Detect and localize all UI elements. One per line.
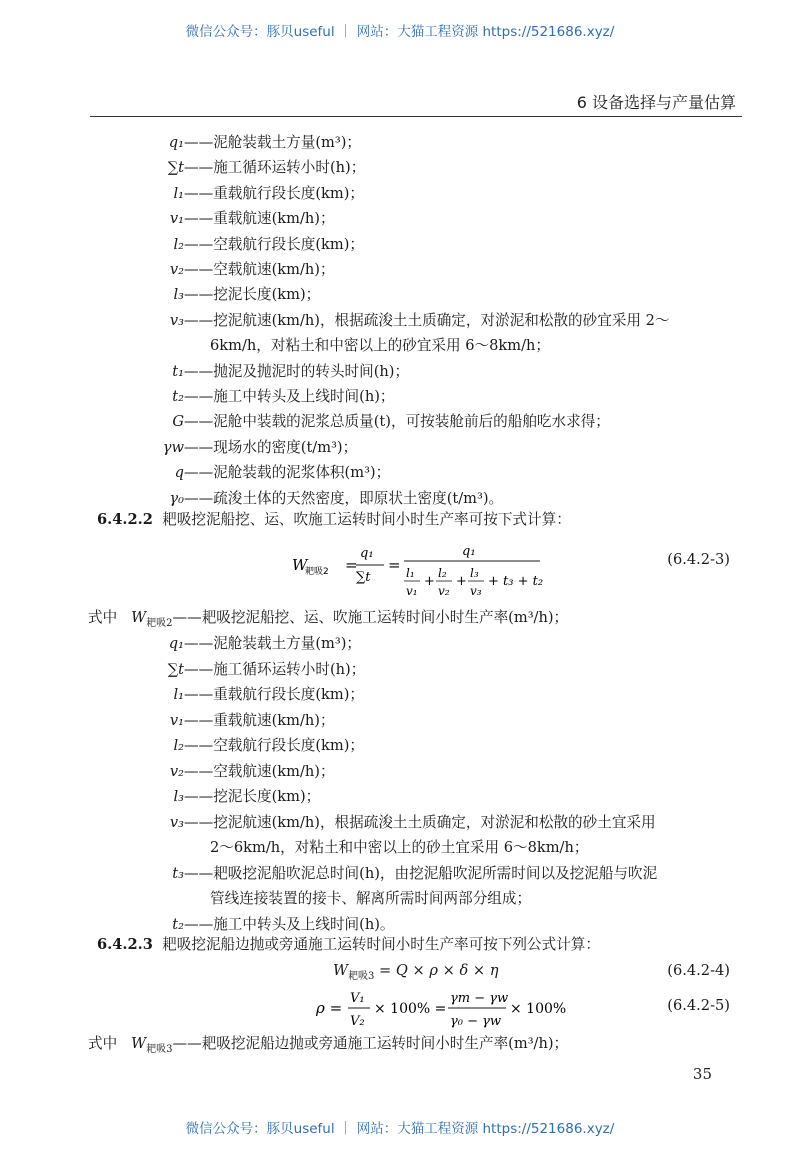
definition-text: ——泥舱装载土方量(m³)； [184, 134, 362, 151]
definition-text: ——施工循环运转小时(h)； [184, 159, 366, 177]
symbol: t₂ [172, 915, 184, 933]
symbol: γ₀ [169, 489, 184, 507]
definition-text: ——挖泥航速(km/h)，根据疏浚土土质确定，对淤泥和松散的砂土宜采用 [184, 813, 656, 831]
watermark-top: 微信公众号：豚贝useful ｜ 网站：大猫工程资源 https://521686.xyz/ [185, 24, 615, 40]
definition-line [160, 463, 390, 483]
symbol: G [172, 413, 184, 431]
definition-line [160, 915, 395, 935]
definition-text: 2～6km/h，对粘土和中密以上的砂土宜采用 6～8km/h； [210, 839, 589, 856]
symbol: ∑t [167, 660, 184, 678]
definition-text: ——施工中转头及上线时间(h)； [184, 388, 395, 405]
definition-text: ——抛泥及抛泥时的转头时间(h)； [184, 362, 410, 380]
symbol: t₁ [172, 362, 184, 380]
definition-line [160, 864, 657, 884]
running-header: 6 设备选择与产量估算 [576, 93, 736, 112]
equation-number-6-4-2-4: (6.4.2-4) [667, 962, 730, 979]
definition-text: ——泥舱中装载的泥浆总质量(t)，可按装舱前后的船舶吃水求得； [184, 413, 610, 431]
definition-text: ——泥舱装载的泥浆体积(m³)； [184, 464, 391, 482]
definition-line [160, 387, 395, 407]
symbol: l₁ [173, 686, 184, 703]
definition-text: ——空载航行段长度(km)； [184, 235, 365, 253]
definition-line [160, 412, 610, 432]
definition-line [160, 634, 361, 654]
symbol: γw [162, 438, 184, 456]
definition-text: ——空载航速(km/h)； [184, 762, 335, 780]
definition-line [160, 133, 361, 153]
definition-text: ——疏浚土体的天然密度，即原状土密度(t/m³)。 [184, 489, 504, 507]
definition-line [160, 362, 409, 382]
svg-text:V₂: V₂ [350, 1014, 365, 1029]
svg-text:l₃: l₃ [470, 566, 479, 580]
definition-text: ——耙吸挖泥船吹泥总时间(h)，由挖泥船吹泥所需时间以及挖泥船与吹泥 [184, 864, 658, 882]
svg-text:v₁: v₁ [406, 584, 418, 598]
symbol: q [174, 464, 184, 482]
svg-text:V₁: V₁ [350, 991, 365, 1006]
svg-text:q₁: q₁ [462, 544, 476, 559]
definition-text: ——重载航行段长度(km)； [184, 686, 365, 703]
definition-line [160, 711, 335, 731]
definition-line [160, 184, 364, 204]
svg-text:l₁: l₁ [406, 566, 415, 580]
equation-number-6-4-2-5: (6.4.2-5) [667, 997, 730, 1014]
definition-text: ——挖泥长度(km)； [184, 286, 321, 304]
symbol: v₁ [169, 711, 184, 729]
symbol: l₃ [173, 788, 184, 805]
svg-text:γ₀ − γw: γ₀ − γw [450, 1014, 502, 1029]
svg-text:× 100%: × 100% [510, 1001, 567, 1017]
definition-text: ——重载航速(km/h)； [184, 210, 335, 228]
symbol: t₂ [172, 388, 184, 405]
svg-text:=: = [388, 556, 401, 574]
page-number: 35 [692, 1065, 712, 1083]
symbol: q₁ [168, 134, 184, 151]
definition-line [160, 158, 365, 178]
definition-text: ——泥舱装载土方量(m³)； [184, 635, 362, 652]
symbol: v₃ [169, 813, 184, 831]
svg-text:q₁: q₁ [360, 546, 374, 561]
symbol: l₃ [173, 286, 184, 304]
definition-text: ——空载航速(km/h)； [184, 261, 335, 278]
symbol: v₂ [169, 261, 184, 278]
section-heading-6-4-2-3: 6.4.2.3 耙吸挖泥船边抛或旁通施工运转时间小时生产率可按下列公式计算： [97, 936, 600, 953]
definition-line [160, 489, 503, 509]
definition-text: 管线连接装置的接卡、解离所需时间两部分组成； [210, 890, 532, 907]
svg-text:v₂: v₂ [438, 584, 450, 598]
svg-text:+: + [424, 574, 435, 589]
symbol: q₁ [168, 635, 184, 652]
equation-number-6-4-2-3: (6.4.2-3) [667, 551, 730, 568]
definition-line [160, 438, 357, 458]
svg-text:+: + [456, 574, 467, 589]
definition-text: ——现场水的密度(t/m³)； [184, 438, 358, 456]
definition-text: ——挖泥航速(km/h)，根据疏浚土土质确定，对淤泥和松散的砂宜采用 2～ [184, 311, 670, 329]
definition-text: ——施工循环运转小时(h)； [184, 660, 366, 678]
symbol: l₂ [173, 737, 184, 754]
definition-line [160, 285, 320, 305]
where-clause-w2: 式中 $W_{耙吸2}——$耙吸挖泥船挖、运、吹施工运转时间小时生产率(m³/h)； [88, 609, 569, 629]
definition-text: 6km/h，对粘土和中密以上的砂宜采用 6～8km/h； [210, 337, 550, 355]
definition-line [210, 838, 588, 858]
definition-line [160, 685, 364, 705]
definition-text: ——重载航行段长度(km)； [184, 184, 365, 202]
definition-text: ——重载航速(km/h)； [184, 711, 335, 729]
definition-text: ——挖泥长度(km)； [184, 788, 321, 805]
watermark-bottom: 微信公众号：豚贝useful ｜ 网站：大猫工程资源 https://521686.xyz/ [185, 1121, 615, 1137]
svg-text:∑t: ∑t [356, 570, 371, 585]
svg-text:l₂: l₂ [438, 566, 447, 580]
definition-line [160, 813, 656, 833]
definition-text: ——空载航行段长度(km)； [184, 737, 365, 754]
svg-text:=: = [345, 556, 358, 574]
symbol: v₃ [169, 311, 184, 329]
definition-text: ——施工中转头及上线时间(h)。 [184, 915, 395, 933]
definition-line [160, 762, 335, 782]
where-clause-w3: 式中 $W_{耙吸3}——$耙吸挖泥船边抛或旁通施工运转时间小时生产率(m³/h)； [88, 1035, 569, 1055]
svg-text:耙吸2: 耙吸2 [305, 567, 329, 577]
definition-line [160, 209, 335, 229]
definition-line [210, 889, 531, 909]
symbol: v₂ [169, 762, 184, 780]
definition-line [160, 736, 364, 756]
definition-line [210, 336, 550, 356]
svg-text:γm − γw: γm − γw [450, 991, 509, 1006]
definition-line [160, 311, 670, 331]
svg-text:v₃: v₃ [470, 584, 482, 598]
svg-text:ρ =: ρ = [316, 999, 343, 1017]
definition-line [160, 660, 365, 680]
symbol: t₃ [172, 864, 184, 882]
equation-6-4-2-5 [316, 985, 567, 1033]
svg-text:× 100% =: × 100% = [374, 1001, 447, 1017]
definition-line [160, 787, 320, 807]
equation-6-4-2-4: $W_{耙吸3} = Q \times \rho \times \delta \times \eta$ [333, 962, 499, 982]
symbol: v₁ [169, 210, 184, 228]
symbol: l₁ [173, 184, 184, 202]
section-heading-6-4-2-2: 6.4.2.2 耙吸挖泥船挖、运、吹施工运转时间小时生产率可按下式计算： [97, 511, 571, 528]
definition-line [160, 235, 364, 255]
definition-line [160, 260, 335, 280]
svg-text:W: W [292, 556, 308, 574]
svg-text:+ t₃ + t₂: + t₃ + t₂ [488, 574, 544, 589]
symbol: ∑t [167, 159, 184, 177]
symbol: l₂ [173, 235, 184, 253]
equation-6-4-2-3 [290, 540, 550, 602]
